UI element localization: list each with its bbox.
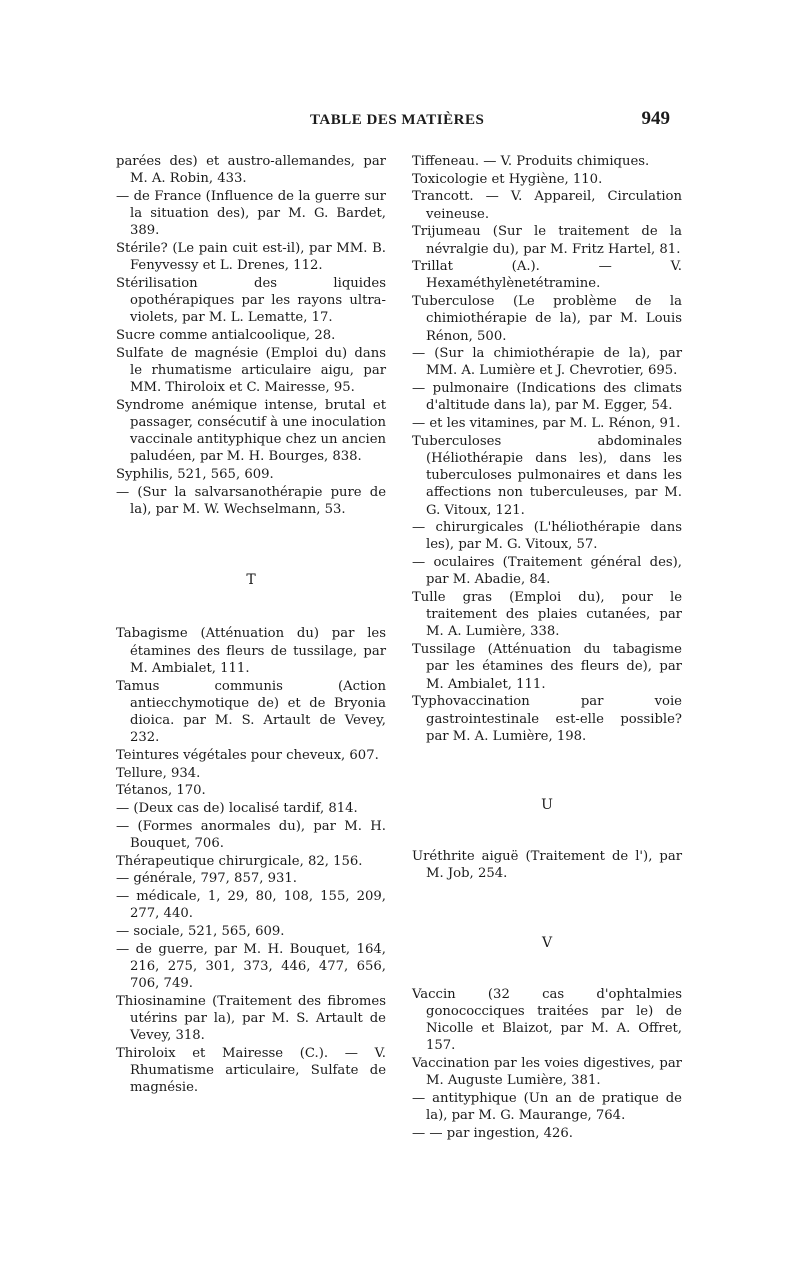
index-entry: — — par ingestion, 426. — [412, 1125, 573, 1141]
entries-after-T — [116, 625, 386, 1096]
index-entry: Stérile? (Le pain cuit est-il), par MM. B. Fenyvessy et L. Drenes, 112. — [116, 241, 386, 274]
index-entry: Tussilage (Atténuation du tabagisme par les étamines des fleurs de), par M. Ambialet, 111. — [412, 642, 682, 692]
index-entry: — médicale, 1, 29, 80, 108, 155, 209, 277, 440. — [116, 889, 386, 922]
index-entry: — chirurgicales (L'héliothérapie dans les), par M. G. Vitoux, 57. — [412, 520, 682, 553]
index-entry: Tétanos, 170. — [116, 783, 206, 799]
index-entry: Tamus communis (Action antiecchymotique de) et de Bryonia dioica. par M. S. Artault de Vevey, 232. — [116, 678, 386, 746]
entries-before-T — [116, 153, 386, 518]
index-entry: Thérapeutique chirurgicale, 82, 156. — [116, 853, 363, 869]
index-entry: Tulle gras (Emploi du), pour le traitement des plaies cutanées, par M. A. Lumière, 338. — [412, 590, 682, 640]
index-entry: — antityphique (Un an de pratique de la), par M. G. Maurange, 764. — [412, 1090, 682, 1124]
index-entry: — (Deux cas de) localisé tardif, 814. — [116, 801, 358, 816]
index-entry: Sucre comme antialcoolique, 28. — [116, 328, 336, 344]
index-entry: Vaccin (32 cas d'ophtalmies gonococciques traitées par le) de Nicolle et Blaizot, par M. A. Offret, 157. — [412, 986, 682, 1054]
index-entry: Vaccination par les voies digestives, par M. Auguste Lumière, 381. — [412, 1056, 682, 1089]
index-entry: — (Sur la chimiothérapie de la), par MM. A. Lumière et J. Chevrotier, 695. — [412, 346, 682, 379]
index-entry: Trillat (A.). — V. Hexaméthylènetétramine. — [412, 259, 682, 292]
index-entry: Tellure, 934. — [116, 765, 201, 781]
index-entry: — oculaires (Traitement général des), par M. Abadie, 84. — [412, 555, 682, 588]
index-entry: Sulfate de magnésie (Emploi du) dans le rhumatisme articulaire aigu, par MM. Thiroloix et C. Mairesse, 95. — [116, 345, 386, 396]
index-entry: Tuberculose (Le problème de la chimiothérapie de la), par M. Louis Rénon, 500. — [412, 294, 682, 344]
index-entry: Tiffeneau. — V. Produits chimiques. — [412, 154, 650, 169]
index-entry: Syndrome anémique intense, brutal et passager, consécutif à une inoculation vaccinale antityphique chez un ancien paludéen, par M. H. Bourges, 838. — [116, 397, 386, 465]
index-entry: Toxicologie et Hygiène, 110. — [412, 171, 603, 187]
index-entry: Thiosinamine (Traitement des fibromes utérins par la), par M. S. Artault de Vevey, 318. — [116, 993, 386, 1044]
index-entry: Thiroloix et Mairesse (C.). — V. Rhumatisme articulaire, Sulfate de magnésie. — [116, 1045, 386, 1096]
entries-before-U — [412, 153, 682, 745]
page-number: 949 — [641, 108, 670, 129]
index-entry: — générale, 797, 857, 931. — [116, 871, 297, 887]
section-letter-U: U — [541, 796, 553, 813]
index-entry: — sociale, 521, 565, 609. — [116, 923, 285, 939]
entries-U — [412, 848, 682, 882]
section-letter-T: T — [246, 572, 256, 589]
index-entry: Typhovaccination par voie gastrointestinale est-elle possible? par M. A. Lumière, 198. — [412, 694, 682, 744]
left-column — [116, 153, 386, 1097]
index-entry: — et les vitamines, par M. L. Rénon, 91. — [412, 416, 681, 432]
index-entry: — de guerre, par M. H. Bouquet, 164, 216, 275, 301, 373, 446, 477, 656, 706, 749. — [116, 941, 386, 992]
index-entry: Tuberculoses abdominales (Héliothérapie dans les), dans les tuberculoses pulmonaires et dans les affections non tuberculeuses, par M. G. Vitoux, 121. — [412, 433, 682, 518]
index-entry: parées des) et austro-allemandes, par M. A. Robin, 433. — [116, 154, 386, 187]
page-header — [110, 108, 670, 136]
index-entry: Uréthrite aiguë (Traitement de l'), par M. Job, 254. — [412, 849, 682, 882]
index-entry: — (Formes anormales du), par M. H. Bouquet, 706. — [116, 818, 386, 851]
right-column — [412, 153, 682, 1143]
index-entry: — de France (Influence de la guerre sur la situation des), par M. G. Bardet, 389. — [116, 188, 386, 239]
index-entry: Trijumeau (Sur le traitement de la névralgie du), par M. Fritz Hartel, 81. — [412, 224, 682, 257]
index-entry: Trancott. — V. Appareil, Circulation veineuse. — [412, 189, 682, 222]
entries-V — [412, 986, 682, 1142]
index-entry: Tabagisme (Atténuation du) par les étamines des fleurs de tussilage, par M. Ambialet, 111. — [116, 626, 386, 676]
index-entry: Stérilisation des liquides opothérapiques par les rayons ultra-violets, par M. L. Lematte, 17. — [116, 275, 386, 326]
index-entry: Syphilis, 521, 565, 609. — [116, 467, 274, 483]
running-title: TABLE DES MATIÈRES — [310, 112, 485, 128]
index-entry: — pulmonaire (Indications des climats d'altitude dans la), par M. Egger, 54. — [412, 381, 682, 414]
section-letter-V: V — [541, 934, 553, 951]
index-entry: Teintures végétales pour cheveux, 607. — [116, 747, 379, 763]
index-entry: — (Sur la salvarsanothérapie pure de la), par M. W. Wechselmann, 53. — [116, 484, 386, 518]
